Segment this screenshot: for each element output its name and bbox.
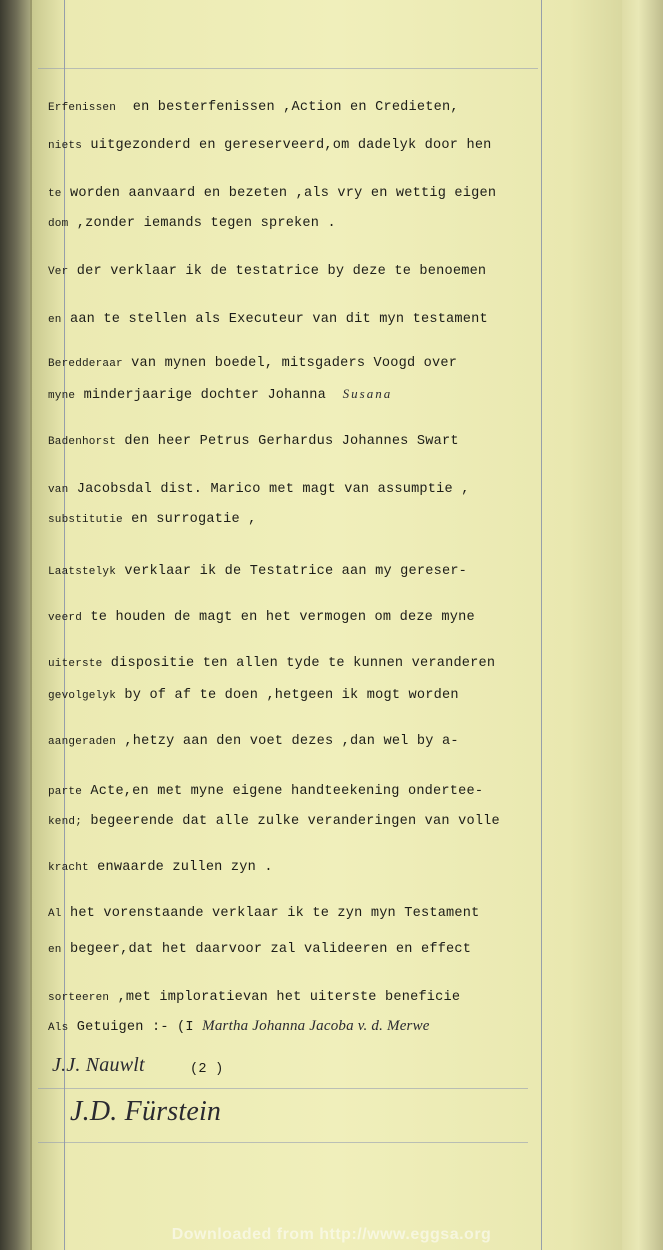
- text-line: kend; begeerende dat alle zulke veranderingen van volle: [48, 814, 500, 829]
- text-line: en begeer,dat het daarvoor zal valideeren en effect: [48, 942, 472, 957]
- text-line: Al het vorenstaande verklaar ik te zyn myn Testament: [48, 906, 480, 921]
- text-line: gevolgelyk by of af te doen ,hetgeen ik mogt worden: [48, 688, 459, 703]
- text-line: substitutie en surrogatie ,: [48, 512, 257, 527]
- page-marker: (2 ): [190, 1062, 224, 1077]
- text-line: te worden aanvaard en bezeten ,als vry en wettig eigen: [48, 186, 497, 201]
- text-line: Als Getuigen :- (I Martha Johanna Jacoba v. d. Merwe: [48, 1018, 430, 1035]
- text-line: Ver der verklaar ik de testatrice by deze te benoemen: [48, 264, 487, 279]
- text-line: Erfenissen en besterfenissen ,Action en Credieten,: [48, 100, 459, 115]
- text-line: en aan te stellen als Executeur van dit myn testament: [48, 312, 488, 327]
- footer-rule: [38, 1142, 528, 1143]
- page-edge: [622, 0, 663, 1250]
- text-line: van Jacobsdal dist. Marico met magt van assumptie ,: [48, 482, 470, 497]
- text-line: Badenhorst den heer Petrus Gerhardus Johannes Swart: [48, 434, 459, 449]
- text-line: Laatstelyk verklaar ik de Testatrice aan my gereser-: [48, 564, 468, 579]
- top-rule: [38, 68, 538, 69]
- right-margin-line: [541, 0, 542, 1250]
- text-line: Beredderaar van mynen boedel, mitsgaders Voogd over: [48, 356, 458, 371]
- text-line: uiterste dispositie ten allen tyde te kunnen veranderen: [48, 656, 496, 671]
- text-line: niets uitgezonderd en gereserveerd,om dadelyk door hen: [48, 138, 492, 153]
- text-line: kracht enwaarde zullen zyn .: [48, 860, 273, 875]
- bottom-rule: [38, 1088, 528, 1089]
- text-line: dom ,zonder iemands tegen spreken .: [48, 216, 336, 231]
- witness-signature: J.J. Nauwlt: [52, 1054, 145, 1076]
- text-line: sorteeren ,met imploratievan het uiterste beneficie: [48, 990, 461, 1005]
- text-line: myne minderjaarige dochter Johanna Susana: [48, 386, 393, 403]
- second-signature: J.D. Fürstein: [70, 1096, 222, 1127]
- text-line: veerd te houden de magt en het vermogen om deze myne: [48, 610, 475, 625]
- watermark-text: Downloaded from http://www.eggsa.org: [171, 1226, 492, 1243]
- text-line: parte Acte,en met myne eigene handteekening ondertee-: [48, 784, 484, 799]
- text-line: aangeraden ,hetzy aan den voet dezes ,dan wel by a-: [48, 734, 459, 749]
